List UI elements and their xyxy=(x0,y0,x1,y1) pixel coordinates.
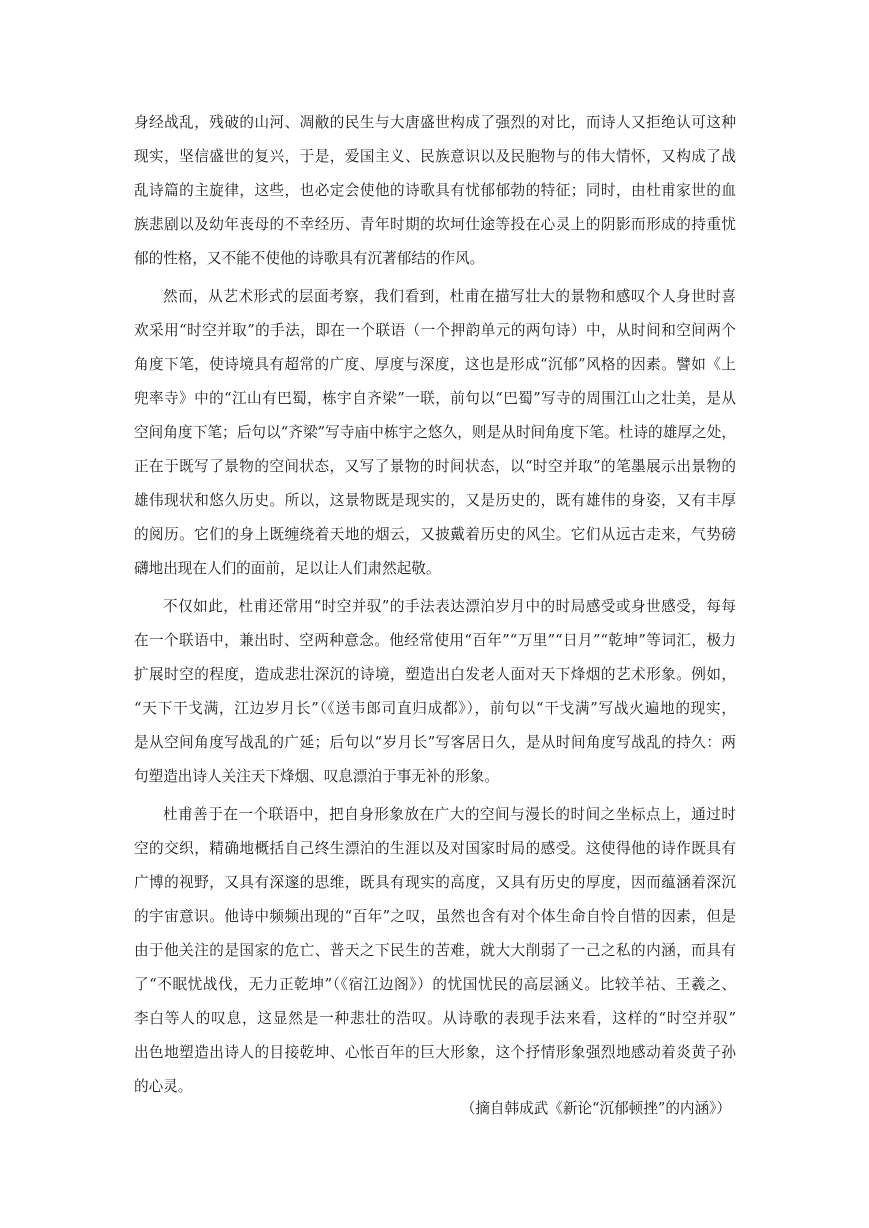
text-line: 杜甫善于在一个联语中，把自身形象放在广大的空间与漫长的时间之坐标点上，通过时 xyxy=(163,806,736,823)
text-line: 扩展时空的程度，造成悲壮深沉的诗境，塑造出白发老人面对天下烽烟的艺术形象。例如， xyxy=(134,666,736,683)
paragraph-1 xyxy=(134,106,736,276)
text-line: 不仅如此，杜甫还常用“时空并驭”的手法表达漂泊岁月中的时局感受或身世感受，每每 xyxy=(163,598,736,615)
text-line: 兜率寺》中的“江山有巴蜀，栋宇自齐梁”一联，前句以“巴蜀”写寺的周围江山之壮美，是从 xyxy=(134,390,736,407)
text-line: 句塑造出诗人关注天下烽烟、叹息漂泊于事无补的形象。 xyxy=(134,768,499,785)
article-body xyxy=(134,106,736,1104)
text-line: 郁的性格，又不能不使他的诗歌具有沉著郁结的作风。 xyxy=(134,250,485,267)
source-citation: （摘自韩成武《新论“沉郁顿挫”的内涵》） xyxy=(460,1100,731,1117)
text-line: 现实，坚信盛世的复兴，于是，爱国主义、民族意识以及民胞物与的伟大情怀，又构成了战 xyxy=(134,148,736,165)
text-line: 族悲剧以及幼年丧母的不幸经历、青年时期的坎坷仕途等投在心灵上的阴影而形成的持重忧 xyxy=(134,216,736,233)
text-line: 在一个联语中，兼出时、空两种意念。他经常使用“百年”“万里”“日月”“乾坤”等词汇，极力 xyxy=(134,632,736,649)
text-line: 然而，从艺术形式的层面考察，我们看到，杜甫在描写壮大的景物和感叹个人身世时喜 xyxy=(163,288,736,305)
text-line: 雄伟现状和悠久历史。所以，这景物既是现实的，又是历史的，既有雄伟的身姿，又有丰厚 xyxy=(134,492,736,509)
paragraph-4 xyxy=(134,798,736,1104)
text-line: 空的交织，精确地概括自己终生漂泊的生涯以及对国家时局的感受。这使得他的诗作既具有 xyxy=(134,840,736,857)
text-line: 了“不眠忧战伐，无力正乾坤”（《宿江边阁》）的忧国忧民的高层涵义。比较羊祜、王羲之、 xyxy=(134,976,736,993)
text-line: 礴地出现在人们的面前，足以让人们肃然起敬。 xyxy=(134,560,441,577)
text-line: 的宇宙意识。他诗中频频出现的“百年”之叹，虽然也含有对个体生命自怜自惜的因素，但是 xyxy=(134,908,736,925)
text-line: “天下干戈满，江边岁月长”（《送韦郎司直归成都》），前句以“干戈满”写战火遍地的现实， xyxy=(134,700,736,717)
text-line: 出色地塑造出诗人的目接乾坤、心怅百年的巨大形象，这个抒情形象强烈地感动着炎黄子孙 xyxy=(134,1044,736,1061)
text-line: 身经战乱，残破的山河、凋敝的民生与大唐盛世构成了强烈的对比，而诗人又拒绝认可这种 xyxy=(134,114,736,131)
text-line: 乱诗篇的主旋律，这些，也必定会使他的诗歌具有忧郁郁勃的特征；同时，由杜甫家世的血 xyxy=(134,182,736,199)
text-line: 由于他关注的是国家的危亡、普天之下民生的苦难，就大大削弱了一己之私的内涵，而具有 xyxy=(134,942,736,959)
paragraph-2 xyxy=(134,280,736,586)
paragraph-3 xyxy=(134,590,736,794)
text-line: 李白等人的叹息，这显然是一种悲壮的浩叹。从诗歌的表现手法来看，这样的“时空并驭” xyxy=(134,1010,736,1027)
text-line: 欢采用“时空并取”的手法，即在一个联语（一个押韵单元的两句诗）中，从时间和空间两个 xyxy=(134,322,736,339)
text-line: 正在于既写了景物的空间状态，又写了景物的时间状态，以“时空并取”的笔墨展示出景物的 xyxy=(134,458,736,475)
text-line: 的心灵。 xyxy=(134,1078,193,1095)
text-line: 广博的视野，又具有深邃的思维，既具有现实的高度，又具有历史的厚度，因而蕴涵着深沉 xyxy=(134,874,736,891)
text-line: 是从空间角度写战乱的广延；后句以“岁月长”写客居日久，是从时间角度写战乱的持久：两 xyxy=(134,734,736,751)
text-line: 的阅历。它们的身上既缠绕着天地的烟云，又披戴着历史的风尘。它们从远古走来，气势磅 xyxy=(134,526,736,543)
text-line: 角度下笔，使诗境具有超常的广度、厚度与深度，这也是形成“沉郁”风格的因素。譬如《上 xyxy=(134,356,736,373)
text-line: 空间角度下笔；后句以“齐梁”写寺庙中栋宇之悠久，则是从时间角度下笔。杜诗的雄厚之处， xyxy=(134,424,736,441)
